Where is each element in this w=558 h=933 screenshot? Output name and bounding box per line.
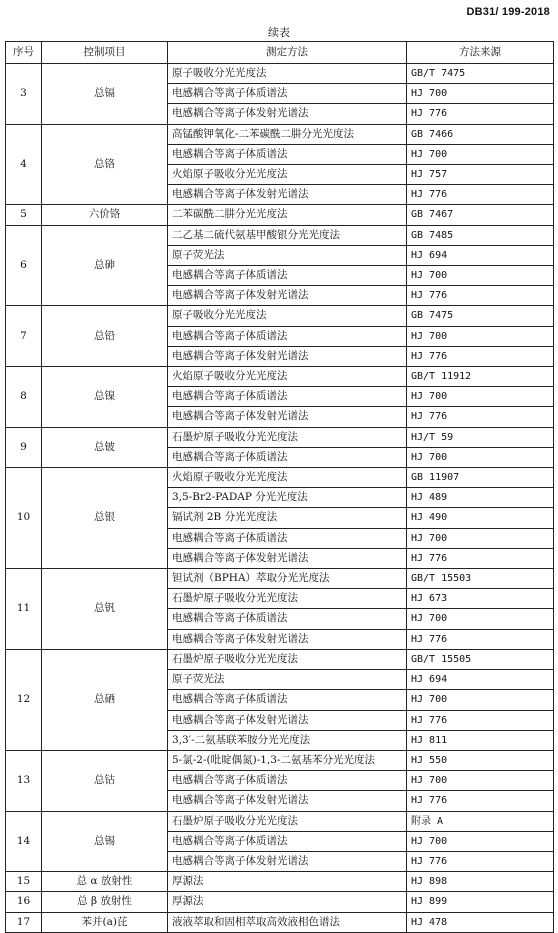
method-name: 5-氯-2-(吡啶偶氮)-1,3-二氨基苯分光光度法: [168, 750, 407, 770]
method-name: 电感耦合等离子体发射光谱法: [168, 286, 407, 306]
method-source: HJ 700: [407, 690, 554, 710]
row-number: 4: [6, 124, 42, 205]
method-source: HJ 776: [407, 346, 554, 366]
method-name: 3,3′-二氨基联苯胺分光光度法: [168, 730, 407, 750]
control-item: 苯并(a)芘: [42, 912, 168, 932]
method-source: HJ 700: [407, 387, 554, 407]
method-source: GB 7466: [407, 124, 554, 144]
method-source: HJ 550: [407, 750, 554, 770]
row-number: 7: [6, 306, 42, 367]
control-item: 总镍: [42, 367, 168, 428]
method-source: GB/T 15505: [407, 649, 554, 669]
column-header-no: 序号: [6, 42, 42, 64]
method-source: GB/T 15503: [407, 569, 554, 589]
row-number: 12: [6, 649, 42, 750]
method-name: 火焰原子吸收分光光度法: [168, 367, 407, 387]
method-source: GB/T 11912: [407, 367, 554, 387]
method-source: HJ 776: [407, 791, 554, 811]
methods-table: [5, 41, 554, 933]
method-source: GB/T 7475: [407, 64, 554, 84]
table-row: [6, 872, 554, 892]
table-body: [6, 64, 554, 933]
control-item: 六价铬: [42, 205, 168, 225]
method-name: 原子吸收分光光度法: [168, 64, 407, 84]
row-number: 6: [6, 225, 42, 306]
method-source: HJ/T 59: [407, 427, 554, 447]
method-name: 电感耦合等离子体质谱法: [168, 690, 407, 710]
document-code: DB31/ 199-2018: [466, 6, 550, 18]
control-item: 总铬: [42, 124, 168, 205]
row-number: 15: [6, 872, 42, 892]
method-name: 原子荧光法: [168, 245, 407, 265]
method-source: HJ 776: [407, 710, 554, 730]
method-name: 石墨炉原子吸收分光光度法: [168, 811, 407, 831]
table-row: [6, 750, 554, 770]
method-source: HJ 489: [407, 488, 554, 508]
method-name: 电感耦合等离子体质谱法: [168, 266, 407, 286]
method-source: HJ 478: [407, 912, 554, 932]
method-name: 电感耦合等离子体质谱法: [168, 528, 407, 548]
control-item: 总钒: [42, 569, 168, 650]
method-name: 电感耦合等离子体发射光谱法: [168, 104, 407, 124]
table-row: [6, 225, 554, 245]
column-header-method: 测定方法: [168, 42, 407, 64]
method-source: HJ 694: [407, 670, 554, 690]
row-number: 14: [6, 811, 42, 872]
row-number: 11: [6, 569, 42, 650]
method-source: HJ 700: [407, 609, 554, 629]
method-source: HJ 700: [407, 831, 554, 851]
method-name: 电感耦合等离子体发射光谱法: [168, 185, 407, 205]
table-row: [6, 569, 554, 589]
method-source: HJ 776: [407, 104, 554, 124]
row-number: 17: [6, 912, 42, 932]
control-item: 总镉: [42, 64, 168, 125]
method-source: HJ 776: [407, 629, 554, 649]
table-header-row: [6, 42, 554, 64]
method-name: 电感耦合等离子体质谱法: [168, 771, 407, 791]
table-row: [6, 64, 554, 84]
table-row: [6, 306, 554, 326]
row-number: 10: [6, 468, 42, 569]
method-source: HJ 694: [407, 245, 554, 265]
method-source: HJ 776: [407, 185, 554, 205]
table-row: [6, 468, 554, 488]
method-name: 电感耦合等离子体质谱法: [168, 831, 407, 851]
table-row: [6, 427, 554, 447]
method-source: HJ 673: [407, 589, 554, 609]
row-number: 5: [6, 205, 42, 225]
method-source: HJ 700: [407, 326, 554, 346]
method-name: 火焰原子吸收分光光度法: [168, 165, 407, 185]
row-number: 8: [6, 367, 42, 428]
table-row: [6, 811, 554, 831]
table-row: [6, 649, 554, 669]
row-number: 9: [6, 427, 42, 467]
method-name: 镉试剂 2B 分光光度法: [168, 508, 407, 528]
method-source: HJ 757: [407, 165, 554, 185]
control-item: 总铍: [42, 427, 168, 467]
table-row: [6, 205, 554, 225]
method-name: 高锰酸钾氧化-二苯碳酰二肼分光光度法: [168, 124, 407, 144]
control-item: 总 β 放射性: [42, 892, 168, 912]
method-source: GB 7475: [407, 306, 554, 326]
method-source: GB 7485: [407, 225, 554, 245]
method-source: HJ 776: [407, 286, 554, 306]
method-name: 原子荧光法: [168, 670, 407, 690]
method-source: HJ 898: [407, 872, 554, 892]
column-header-source: 方法来源: [407, 42, 554, 64]
method-name: 二苯碳酰二肼分光光度法: [168, 205, 407, 225]
method-name: 厚源法: [168, 872, 407, 892]
method-name: 二乙基二硫代氨基甲酸银分光光度法: [168, 225, 407, 245]
table-row: [6, 892, 554, 912]
continued-label: 续表: [268, 26, 290, 39]
control-item: 总 α 放射性: [42, 872, 168, 892]
method-name: 电感耦合等离子体质谱法: [168, 387, 407, 407]
method-name: 电感耦合等离子体发射光谱法: [168, 548, 407, 568]
method-name: 电感耦合等离子体质谱法: [168, 144, 407, 164]
row-number: 3: [6, 64, 42, 125]
column-header-item: 控制项目: [42, 42, 168, 64]
method-name: 石墨炉原子吸收分光光度法: [168, 589, 407, 609]
method-source: HJ 899: [407, 892, 554, 912]
method-source: HJ 700: [407, 528, 554, 548]
method-source: HJ 776: [407, 407, 554, 427]
method-name: 电感耦合等离子体发射光谱法: [168, 346, 407, 366]
method-source: HJ 700: [407, 84, 554, 104]
method-source: HJ 776: [407, 851, 554, 871]
method-name: 电感耦合等离子体质谱法: [168, 447, 407, 467]
method-source: HJ 700: [407, 144, 554, 164]
method-name: 石墨炉原子吸收分光光度法: [168, 649, 407, 669]
control-item: 总铅: [42, 306, 168, 367]
control-item: 总硒: [42, 649, 168, 750]
method-name: 厚源法: [168, 892, 407, 912]
method-source: 附录 A: [407, 811, 554, 831]
method-source: HJ 811: [407, 730, 554, 750]
method-source: GB 11907: [407, 468, 554, 488]
method-source: HJ 490: [407, 508, 554, 528]
method-source: HJ 700: [407, 266, 554, 286]
table-row: [6, 367, 554, 387]
method-name: 石墨炉原子吸收分光光度法: [168, 427, 407, 447]
control-item: 总钴: [42, 750, 168, 811]
method-source: HJ 700: [407, 771, 554, 791]
method-name: 3,5-Br2-PADAP 分光光度法: [168, 488, 407, 508]
control-item: 总锡: [42, 811, 168, 872]
method-name: 电感耦合等离子体发射光谱法: [168, 629, 407, 649]
table-row: [6, 124, 554, 144]
method-name: 原子吸收分光光度法: [168, 306, 407, 326]
table-row: [6, 912, 554, 932]
method-name: 火焰原子吸收分光光度法: [168, 468, 407, 488]
control-item: 总银: [42, 468, 168, 569]
method-source: GB 7467: [407, 205, 554, 225]
method-source: HJ 700: [407, 447, 554, 467]
row-number: 13: [6, 750, 42, 811]
method-name: 钽试剂（BPHA）萃取分光光度法: [168, 569, 407, 589]
method-name: 电感耦合等离子体发射光谱法: [168, 791, 407, 811]
method-name: 电感耦合等离子体质谱法: [168, 84, 407, 104]
method-name: 电感耦合等离子体质谱法: [168, 326, 407, 346]
method-name: 液液萃取和固相萃取高效液相色谱法: [168, 912, 407, 932]
method-name: 电感耦合等离子体质谱法: [168, 609, 407, 629]
method-source: HJ 776: [407, 548, 554, 568]
row-number: 16: [6, 892, 42, 912]
method-name: 电感耦合等离子体发射光谱法: [168, 851, 407, 871]
method-name: 电感耦合等离子体发射光谱法: [168, 407, 407, 427]
method-name: 电感耦合等离子体发射光谱法: [168, 710, 407, 730]
control-item: 总砷: [42, 225, 168, 306]
